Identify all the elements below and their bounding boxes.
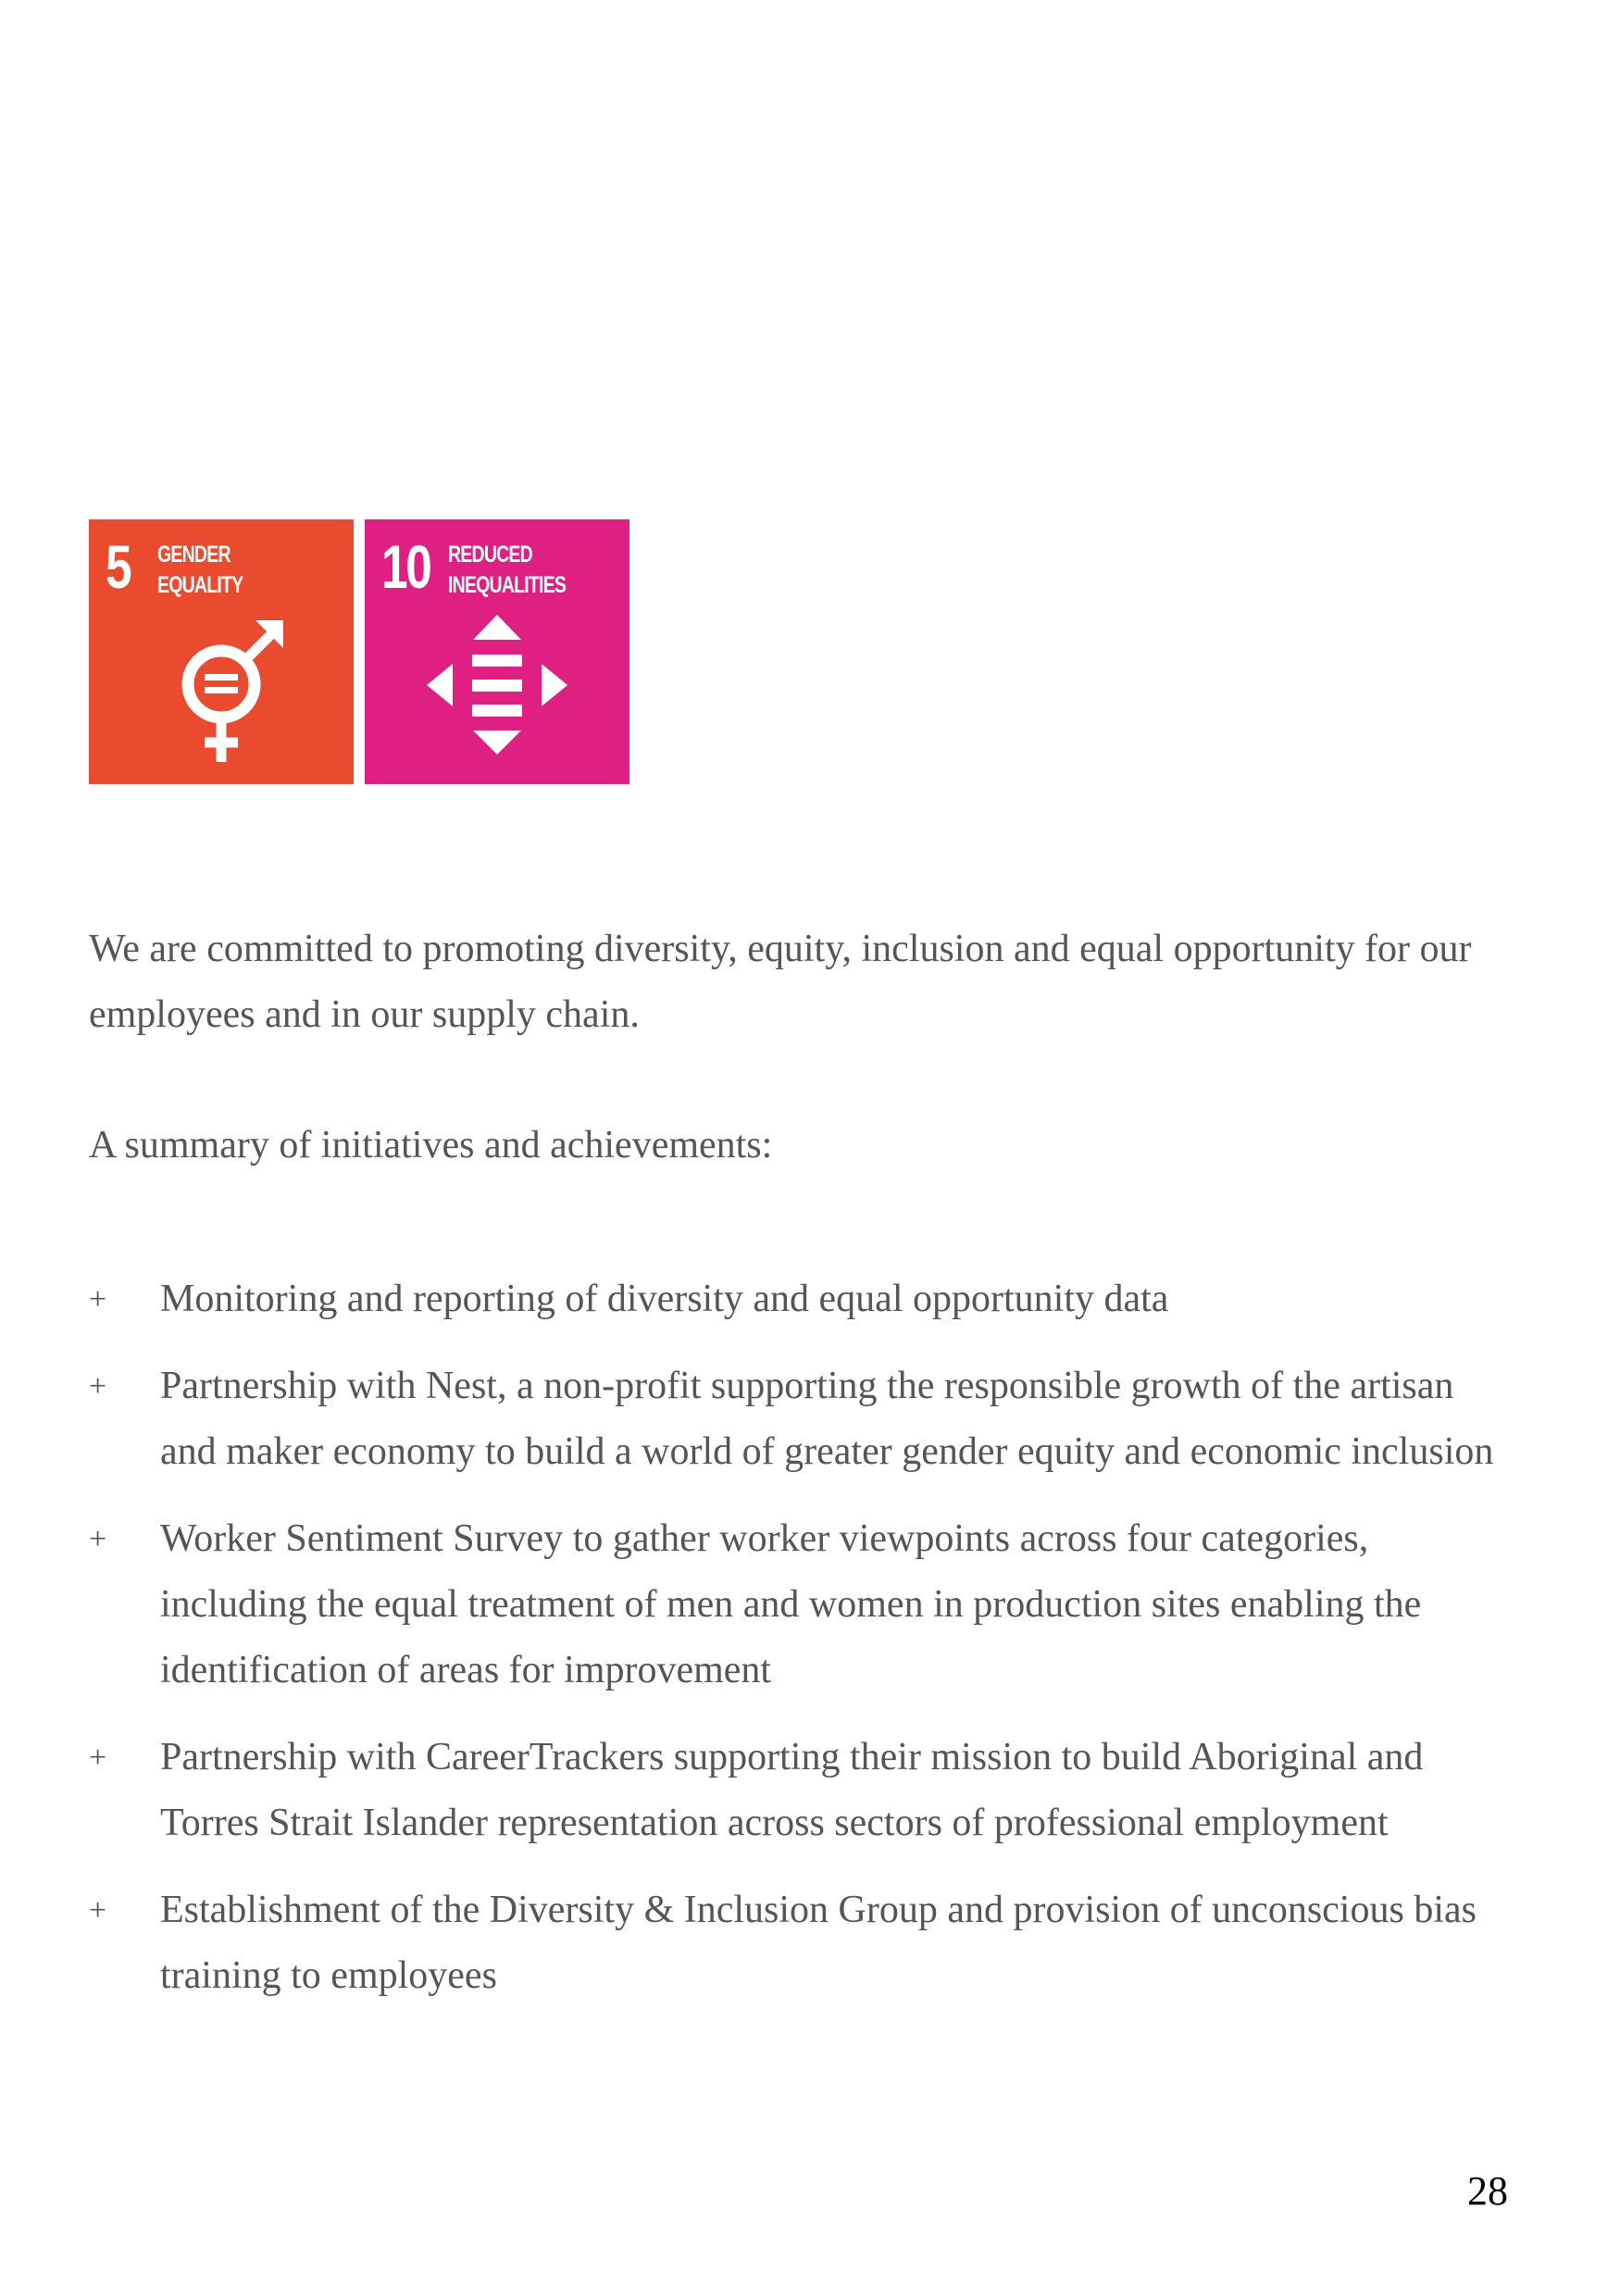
sdg-title-line: EQUALITY	[157, 572, 243, 598]
list-item	[89, 1725, 1496, 1856]
plus-bullet: +	[89, 1741, 107, 1775]
reduced-inequalities-icon	[365, 519, 629, 784]
initiative-text: Monitoring and reporting of diversity and equal opportunity data	[160, 1278, 1169, 1320]
sdg-title-line: REDUCED	[448, 542, 532, 568]
sdg-title-line: GENDER	[157, 542, 231, 568]
plus-bullet: +	[89, 1893, 107, 1928]
initiative-text: Worker Sentiment Survey to gather worker viewpoints across four categories, including the equal treatment of men and women in production sites enabling the identification of areas for improvement	[160, 1517, 1422, 1691]
plus-bullet: +	[89, 1369, 107, 1404]
initiative-text: Partnership with CareerTrackers supporting their mission to build Aboriginal and Torres Strait Islander representation across sectors of professional employment	[160, 1736, 1424, 1844]
sdg-title-line: INEQUALITIES	[448, 572, 567, 598]
sdg-5-gender-equality-tile	[89, 519, 354, 784]
intro-paragraph: We are committed to promoting diversity, equity, inclusion and equal opportunity for our employees and in our supply chain.	[89, 928, 1472, 1036]
sdg-number: 5	[106, 532, 131, 601]
initiatives-list	[89, 1267, 1496, 2030]
list-item	[89, 1267, 1496, 1332]
sdg-10-reduced-inequalities-tile	[365, 519, 629, 784]
summary-heading: A summary of initiatives and achievements:	[89, 1124, 773, 1167]
plus-bullet: +	[89, 1282, 107, 1316]
gender-equality-icon	[89, 519, 354, 784]
plus-bullet: +	[89, 1522, 107, 1556]
initiative-text: Partnership with Nest, a non-profit supporting the responsible growth of the artisan and maker economy to build a world of greater gender equity and economic inclusion	[160, 1365, 1494, 1473]
sdg-badges	[89, 519, 629, 784]
initiative-text: Establishment of the Diversity & Inclusion Group and provision of unconscious bias training to employees	[160, 1889, 1477, 1997]
list-item	[89, 1354, 1496, 1485]
list-item	[89, 1878, 1496, 2009]
sdg-number: 10	[381, 532, 430, 601]
list-item	[89, 1506, 1496, 1703]
page-number: 28	[1467, 2168, 1508, 2214]
